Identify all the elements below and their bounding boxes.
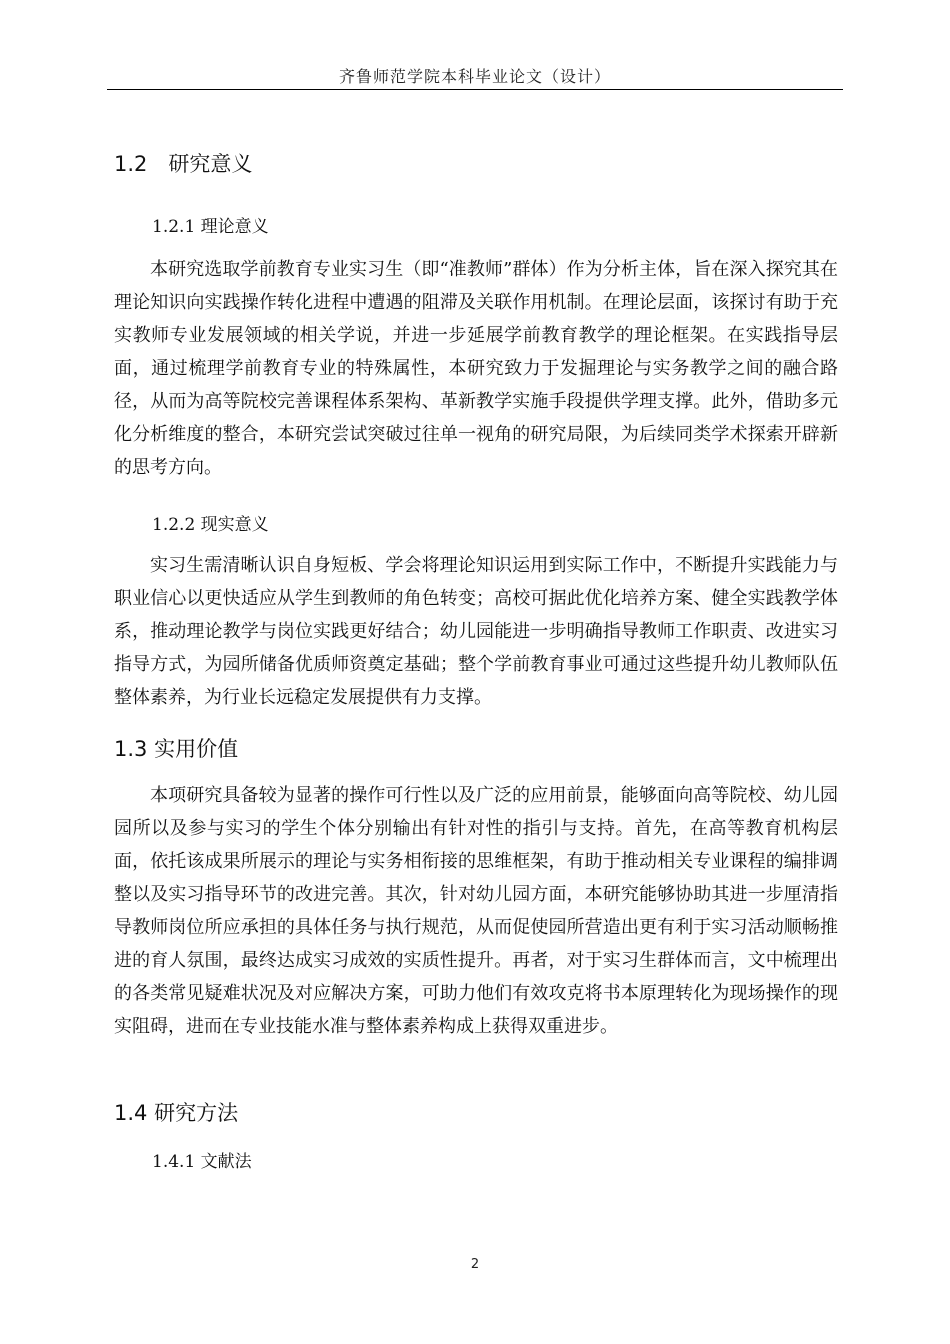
paragraph-theoretical-significance: 本研究选取学前教育专业实习生（即“准教师”群体）作为分析主体，旨在深入探究其在理论知识向实践操作转化进程中遭遇的阻滞及关联作用机制。在理论层面，该探讨有助于充实教师专业发展领域的相关学说，并进一步延展学前教育教学的理论框架。在实践指导层面，通过梳理学前教育专业的特殊属性，本研究致力于发掘理论与实务教学之间的融合路径，从而为高等院校完善课程体系架构、革新教学实施手段提供学理支撑。此外，借助多元化分析维度的整合，本研究尝试突破过往单一视角的研究局限，为后续同类学术探索开辟新的思考方向。 [114, 259, 838, 478]
paragraph-practical-significance: 实习生需清晰认识自身短板、学会将理论知识运用到实际工作中，不断提升实践能力与职业信心以更快适应从学生到教师的角色转变；高校可据此优化培养方案、健全实践教学体系，推动理论教学与岗位实践更好结合；幼儿园能进一步明确指导教师工作职责、改进实习指导方式，为园所储备优质师资奠定基础；整个学前教育事业可通过这些提升幼儿教师队伍整体素养，为行业长远稳定发展提供有力支撑。 [114, 555, 838, 708]
running-header: 齐鲁师范学院本科毕业论文（设计） [338, 67, 611, 86]
section-heading-1-3: 1.3 实用价值 [114, 737, 239, 761]
section-heading-1-4: 1.4 研究方法 [114, 1101, 239, 1125]
subsection-heading-1-2-2: 1.2.2 现实意义 [152, 515, 269, 535]
page-number: 2 [470, 1257, 480, 1272]
paragraph-practical-value: 本项研究具备较为显著的操作可行性以及广泛的应用前景，能够面向高等院校、幼儿园园所以及参与实习的学生个体分别输出有针对性的指引与支持。首先，在高等教育机构层面，依托该成果所展示的理论与实务相衔接的思维框架，有助于推动相关专业课程的编排调整以及实习指导环节的改进完善。其次，针对幼儿园方面，本研究能够协助其进一步厘清指导教师岗位所应承担的具体任务与执行规范，从而促使园所营造出更有利于实习活动顺畅推进的育人氛围，最终达成实习成效的实质性提升。再者，对于实习生群体而言，文中梳理出的各类常见疑难状况及对应解决方案，可助力他们有效攻克将书本原理转化为现场操作的现实阻碍，进而在专业技能水准与整体素养构成上获得双重进步。 [114, 785, 838, 1037]
header-rule [107, 89, 843, 90]
section-heading-1-2: 1.2 研究意义 [114, 152, 253, 176]
subsection-heading-1-2-1: 1.2.1 理论意义 [152, 217, 269, 237]
subsection-heading-1-4-1: 1.4.1 文献法 [152, 1152, 252, 1172]
